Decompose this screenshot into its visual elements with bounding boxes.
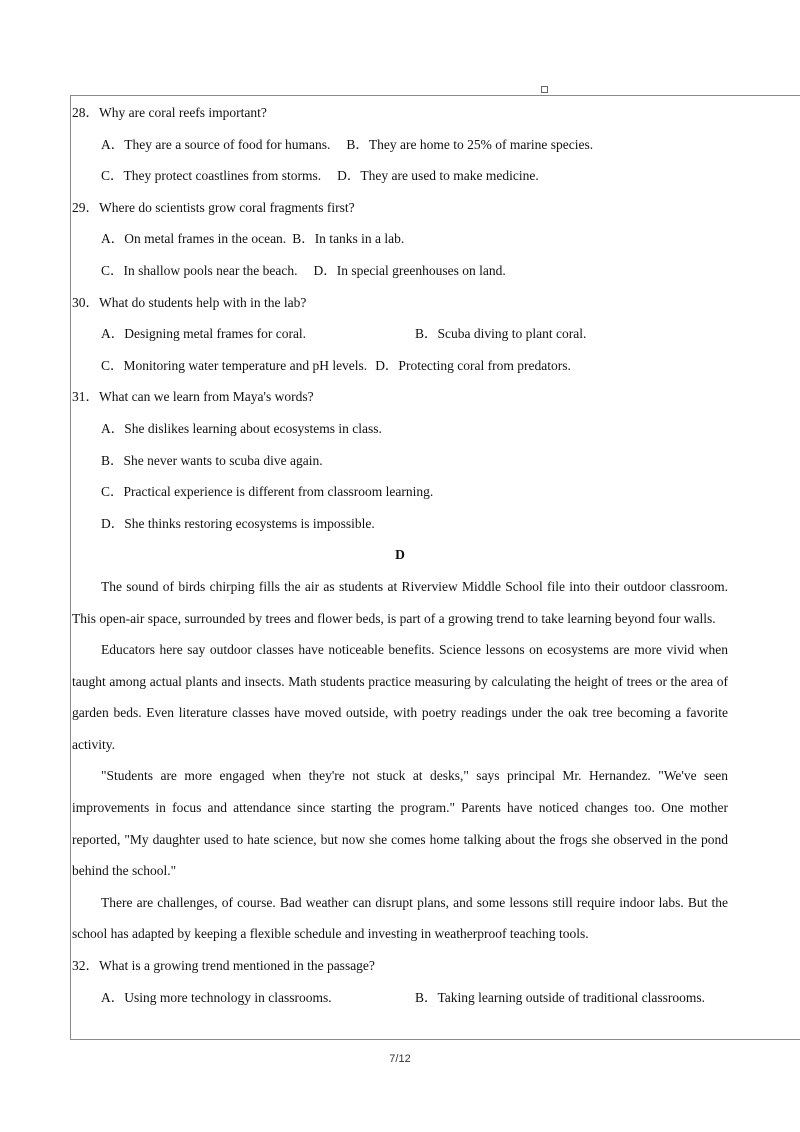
passage-paragraph-2: Educators here say outdoor classes have noticeable benefits. Science lessons on ecosystems are more vivid when taught among actual plants and insects. Math students practice measuring by calculating the height of trees or the area of garden beds. Even literature classes have moved outside, with poetry readings under the oak tree becoming a favorite activity. — [72, 642, 728, 752]
option-28-b[interactable]: B．They are home to 25% of marine species. — [346, 136, 594, 152]
passage-paragraph-3: "Students are more engaged when they're not stuck at desks," says principal Mr. Hernandez. "We've seen improvements in focus and attendance since starting the program." Parents have noticed changes too. One mother reported, "My daughter used to hate science, but now she comes home talking about the frogs she observed in the pond behind the school." — [72, 768, 728, 879]
option-28-a[interactable]: A．They are a source of food for humans. — [101, 136, 331, 152]
question-32-row-1 — [72, 982, 728, 1014]
option-29-d[interactable]: D．In special greenhouses on land. — [313, 262, 506, 278]
question-28-row-1 — [72, 129, 728, 161]
passage-paragraph-1: The sound of birds chirping fills the air as students at Riverview Middle School file into their outdoor classroom. This open-air space, surrounded by trees and flower beds, is part of a growing trend to take learning beyond four walls. — [72, 578, 728, 626]
option-32-b[interactable]: B．Taking learning outside of traditional classrooms. — [415, 989, 705, 1005]
question-30-row-1 — [72, 318, 728, 350]
question-28-stem: 28．Why are coral reefs important? — [72, 105, 267, 120]
option-31-c[interactable]: C．Practical experience is different from classroom learning. — [101, 484, 434, 500]
passage-paragraph-4: There are challenges, of course. Bad weather can disrupt plans, and some lessons still require indoor labs. But the school has adapted by keeping a flexible schedule and investing in weatherproof teaching tools. — [72, 894, 728, 942]
header-marker — [541, 86, 548, 93]
option-31-a[interactable]: A．She dislikes learning about ecosystems in class. — [101, 420, 382, 436]
option-30-a[interactable]: A．Designing metal frames for coral. — [101, 326, 307, 342]
option-31-b[interactable]: B．She never wants to scuba dive again. — [101, 452, 323, 468]
question-28-row-2 — [72, 160, 728, 192]
option-29-b[interactable]: B．In tanks in a lab. — [292, 231, 405, 247]
page-number: 7/12 — [389, 1053, 411, 1065]
question-29-row-2 — [72, 255, 728, 287]
option-32-a[interactable]: A．Using more technology in classrooms. — [101, 989, 332, 1005]
question-30-row-2 — [72, 350, 728, 382]
question-30-stem: 30．What do students help with in the lab? — [72, 294, 307, 310]
question-32-stem: 32．What is a growing trend mentioned in the passage? — [72, 958, 375, 974]
option-28-c[interactable]: C．They protect coastlines from storms. — [101, 168, 322, 184]
option-30-c[interactable]: C．Monitoring water temperature and pH levels. — [101, 357, 368, 373]
question-31-stem: 31．What can we learn from Maya's words? — [72, 389, 314, 405]
question-29-row-1 — [72, 223, 728, 255]
option-30-d[interactable]: D．Protecting coral from predators. — [375, 357, 571, 373]
section-heading: D — [395, 547, 405, 563]
page-content — [72, 97, 728, 1013]
option-28-d[interactable]: D．They are used to make medicine. — [337, 168, 539, 184]
question-29-stem: 29．Where do scientists grow coral fragments first? — [72, 199, 355, 215]
option-29-a[interactable]: A．On metal frames in the ocean. — [101, 231, 287, 247]
option-30-b[interactable]: B．Scuba diving to plant coral. — [415, 326, 587, 342]
option-29-c[interactable]: C．In shallow pools near the beach. — [101, 262, 298, 278]
option-31-d[interactable]: D．She thinks restoring ecosystems is impossible. — [101, 515, 375, 531]
